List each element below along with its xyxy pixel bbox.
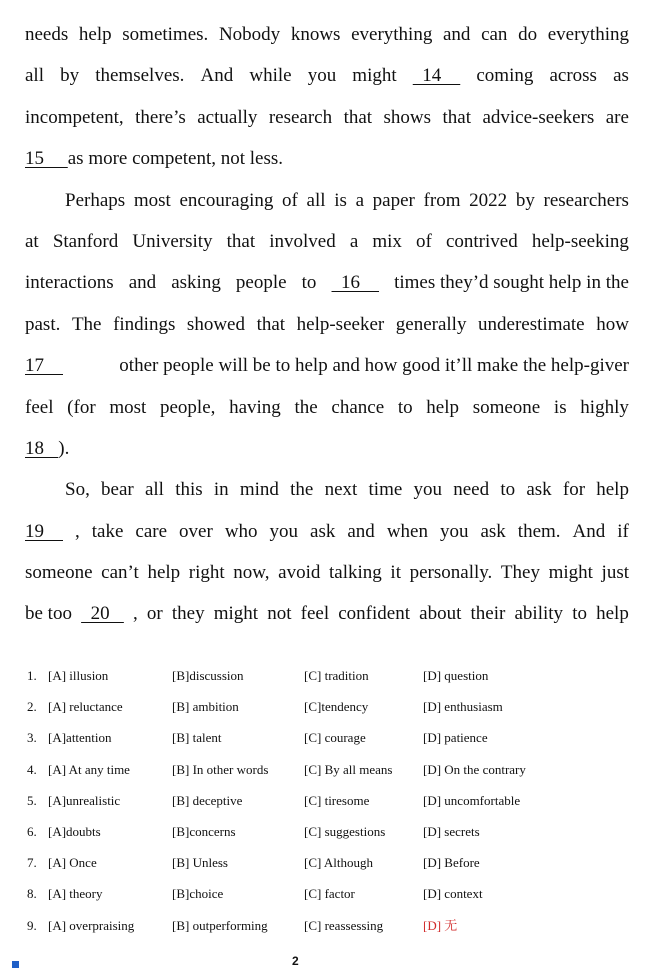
option-d: [D] uncomfortable — [423, 792, 521, 808]
option-a: [A]unrealistic — [48, 792, 121, 808]
option-c: [C] tradition — [304, 668, 369, 683]
passage-word: feel — [300, 603, 330, 625]
passage-word: are — [605, 106, 629, 128]
passage-word: of — [282, 189, 298, 211]
passage-word: that — [343, 106, 373, 128]
passage-word: might — [352, 65, 397, 87]
passage-word: need — [453, 479, 490, 501]
passage-line — [25, 97, 629, 138]
option-number: 2. — [27, 699, 37, 715]
option-row — [27, 694, 627, 725]
passage-word: 2022 — [469, 189, 508, 211]
page-number: 2 — [292, 954, 299, 968]
passage-word: ability — [514, 603, 564, 625]
passage-word: by — [60, 65, 80, 87]
passage-word: by — [515, 189, 535, 211]
passage-word: be too — [25, 603, 72, 625]
passage-word: Nobody — [218, 24, 281, 45]
passage-word: And — [200, 65, 234, 87]
option-row — [27, 663, 627, 694]
passage-text — [25, 14, 629, 635]
passage-word: actually — [197, 106, 258, 128]
passage-word: , — [133, 603, 138, 625]
option-number: 3. — [27, 730, 37, 746]
passage-line — [25, 593, 629, 634]
option-b: [B] ambition — [172, 699, 239, 715]
passage-word: coming — [476, 65, 534, 87]
passage-word: that — [256, 313, 286, 335]
passage-word: They — [500, 562, 540, 584]
passage-line — [25, 221, 629, 262]
passage-word: So, — [65, 479, 90, 501]
passage-word: advice-seekers — [482, 106, 595, 128]
answer-blank: 15 — [25, 148, 68, 170]
passage-word: other people will be to help and how good it’ll make the help-giver — [119, 355, 629, 377]
option-d: [D] question — [423, 668, 489, 683]
passage-word: shows — [383, 106, 432, 128]
passage-word: help — [426, 396, 459, 418]
passage-word: help — [147, 562, 181, 584]
option-c: [C]tendency — [304, 699, 369, 715]
passage-word: help-seeking — [531, 230, 629, 252]
option-a: [A] Once — [48, 855, 97, 871]
passage-word: knows — [290, 24, 341, 45]
passage-word: talking — [329, 562, 382, 584]
passage-word: Stanford — [52, 230, 119, 252]
option-number: 6. — [27, 823, 37, 839]
passage-word: a — [349, 230, 359, 252]
option-b: [B]discussion — [172, 668, 244, 683]
option-d: [D] enthusiasm — [423, 699, 503, 715]
passage-word: highly — [580, 396, 629, 418]
option-number: 7. — [27, 855, 37, 871]
passage-word: to — [397, 396, 413, 418]
option-b: [B] In other words — [172, 761, 269, 777]
passage-word: next — [324, 479, 358, 501]
passage-word: (for — [67, 396, 96, 418]
option-number: 1. — [27, 668, 37, 683]
passage-word: encouraging — [179, 189, 274, 211]
passage-word: to — [500, 479, 516, 501]
answer-blank: 17 — [25, 355, 63, 377]
passage-word: care — [135, 520, 168, 542]
passage-word: of — [416, 230, 432, 252]
passage-word: at — [25, 230, 39, 252]
passage-word: And — [572, 520, 606, 542]
passage-word: help-seeker — [296, 313, 385, 335]
passage-word: involved — [269, 230, 336, 252]
passage-word: most — [133, 189, 171, 211]
passage-line — [25, 138, 629, 179]
passage-word: ). — [58, 437, 70, 459]
passage-word: someone — [472, 396, 541, 418]
passage-word: a — [355, 189, 364, 211]
passage-line — [25, 387, 629, 428]
passage-word: as more competent, not less. — [67, 148, 284, 170]
answer-blank: 19 — [25, 520, 63, 542]
option-row — [27, 881, 627, 912]
passage-word: or — [146, 603, 163, 625]
option-b: [B] talent — [172, 730, 222, 746]
option-number: 5. — [27, 792, 37, 808]
option-number: 8. — [27, 886, 37, 902]
passage-word: interactions — [25, 272, 114, 294]
passage-word: The — [71, 313, 102, 335]
option-b: [B] deceptive — [172, 792, 243, 808]
answer-blank: 20 — [81, 603, 124, 625]
passage-word: while — [249, 65, 292, 87]
passage-word: findings — [113, 313, 176, 335]
answer-blank: 18 — [25, 437, 59, 459]
option-b: [B] Unless — [172, 855, 228, 871]
option-a: [A] At any time — [48, 761, 130, 777]
passage-word: ask — [526, 479, 552, 501]
passage-line — [25, 511, 629, 552]
passage-line — [25, 345, 629, 386]
passage-word: and — [442, 24, 471, 45]
passage-word: over — [179, 520, 213, 542]
option-a: [A] reluctance — [48, 699, 123, 715]
passage-word: Perhaps — [65, 189, 126, 211]
passage-word: chance — [331, 396, 385, 418]
passage-word: how — [596, 313, 629, 335]
passage-word: and — [347, 520, 375, 542]
passage-word: mix — [372, 230, 402, 252]
passage-word: paper — [372, 189, 415, 211]
passage-word: and — [128, 272, 157, 294]
passage-word: everything — [547, 24, 629, 45]
option-a: [A] illusion — [48, 668, 109, 683]
passage-word: time — [368, 479, 403, 501]
option-c: [C] suggestions — [304, 823, 386, 839]
option-b: [B]concerns — [172, 823, 236, 839]
passage-word: you — [269, 520, 299, 542]
passage-word: asking — [171, 272, 221, 294]
passage-word: about — [419, 603, 462, 625]
option-row — [27, 913, 627, 944]
passage-word: when — [386, 520, 428, 542]
passage-word: do — [518, 24, 538, 45]
passage-word: showed — [186, 313, 245, 335]
passage-word: , — [75, 520, 80, 542]
option-a: [A] theory — [48, 886, 103, 902]
passage-word: the — [290, 479, 314, 501]
passage-word: help — [596, 603, 629, 625]
option-d: [D] secrets — [423, 823, 480, 839]
options-table — [27, 663, 627, 944]
passage-word: people — [235, 272, 287, 294]
option-b: [B]choice — [172, 886, 224, 902]
option-number: 4. — [27, 761, 37, 777]
option-c: [C] tiresome — [304, 792, 370, 808]
option-a: [A]doubts — [48, 823, 101, 839]
passage-word: someone — [25, 562, 93, 584]
passage-word: underestimate — [478, 313, 585, 335]
passage-word: their — [470, 603, 506, 625]
passage-word: it — [390, 562, 401, 584]
passage-word: them. — [517, 520, 561, 542]
option-d: [D] On the contrary — [423, 761, 526, 777]
passage-word: having — [229, 396, 281, 418]
passage-word: that — [226, 230, 256, 252]
option-d: [D] Before — [423, 855, 480, 871]
passage-word: everything — [351, 24, 433, 45]
passage-word: is — [553, 396, 567, 418]
passage-word: contrived — [445, 230, 518, 252]
passage-word: now, — [233, 562, 270, 584]
passage-word: you — [307, 65, 337, 87]
passage-line — [25, 552, 629, 593]
option-c: [C] By all means — [304, 761, 393, 777]
option-row — [27, 757, 627, 788]
option-d: [D] patience — [423, 730, 488, 746]
passage-word: the — [294, 396, 318, 418]
option-a: [A]attention — [48, 730, 112, 746]
passage-word: generally — [395, 313, 467, 335]
passage-word: there’s — [135, 106, 186, 128]
passage-word: personally. — [409, 562, 493, 584]
passage-word: help — [596, 479, 629, 501]
passage-word: bear — [101, 479, 134, 501]
passage-word: if — [617, 520, 629, 542]
passage-word: not — [267, 603, 292, 625]
passage-word: they — [171, 603, 205, 625]
passage-word: all — [144, 479, 164, 501]
answer-blank: 16 — [331, 272, 380, 294]
passage-word: right — [188, 562, 225, 584]
blue-square-marker — [12, 961, 19, 968]
passage-word: that — [442, 106, 471, 128]
option-a: [A] overpraising — [48, 917, 135, 933]
passage-word: help — [78, 24, 112, 45]
option-row — [27, 725, 627, 756]
passage-line — [25, 428, 629, 469]
option-c: [C] Although — [304, 855, 373, 871]
passage-word: can — [481, 24, 508, 45]
passage-word: you — [413, 479, 443, 501]
passage-word: most — [109, 396, 147, 418]
option-b: [B] outperforming — [172, 917, 268, 933]
passage-word: to — [572, 603, 587, 625]
passage-line — [25, 304, 629, 345]
option-number: 9. — [27, 917, 37, 933]
passage-word: in — [213, 479, 229, 501]
passage-word: researchers — [543, 189, 629, 211]
passage-word: avoid — [278, 562, 321, 584]
passage-word: past. — [25, 313, 61, 335]
passage-line — [25, 55, 629, 96]
passage-line — [25, 262, 629, 303]
passage-word: take — [91, 520, 124, 542]
passage-word: who — [224, 520, 258, 542]
option-row — [27, 850, 627, 881]
passage-word: incompetent, — [25, 106, 124, 128]
passage-word: this — [175, 479, 203, 501]
option-row — [27, 819, 627, 850]
passage-word: might — [548, 562, 593, 584]
passage-word: feel — [25, 396, 54, 418]
passage-line — [25, 180, 629, 221]
passage-line — [25, 14, 629, 55]
passage-word: from — [423, 189, 461, 211]
option-d: [D] 无 — [423, 917, 458, 933]
passage-word: mind — [239, 479, 279, 501]
passage-word: confident — [338, 603, 411, 625]
passage-word: research — [268, 106, 333, 128]
passage-word: all — [25, 65, 44, 87]
passage-word: sometimes. — [122, 24, 209, 45]
passage-word: people, — [159, 396, 216, 418]
answer-blank: 14 — [412, 65, 461, 87]
passage-word: across — [549, 65, 597, 87]
passage-word: all — [306, 189, 326, 211]
passage-word: you — [439, 520, 469, 542]
option-row — [27, 788, 627, 819]
passage-word: for — [562, 479, 586, 501]
passage-word: can’t — [101, 562, 139, 584]
passage-word: ask — [310, 520, 336, 542]
passage-word: just — [601, 562, 629, 584]
passage-word: as — [613, 65, 629, 87]
passage-word: ask — [480, 520, 506, 542]
passage-word: themselves. — [95, 65, 185, 87]
passage-word: might — [213, 603, 259, 625]
passage-word: to — [301, 272, 317, 294]
option-d: [D] context — [423, 886, 483, 902]
passage-word: University — [132, 230, 213, 252]
passage-line — [25, 469, 629, 510]
passage-word: is — [334, 189, 347, 211]
passage-word: needs — [25, 24, 69, 45]
option-c: [C] factor — [304, 886, 355, 902]
option-c: [C] courage — [304, 730, 366, 746]
option-c: [C] reassessing — [304, 917, 384, 933]
passage-word: times they’d sought help in the — [394, 272, 629, 294]
